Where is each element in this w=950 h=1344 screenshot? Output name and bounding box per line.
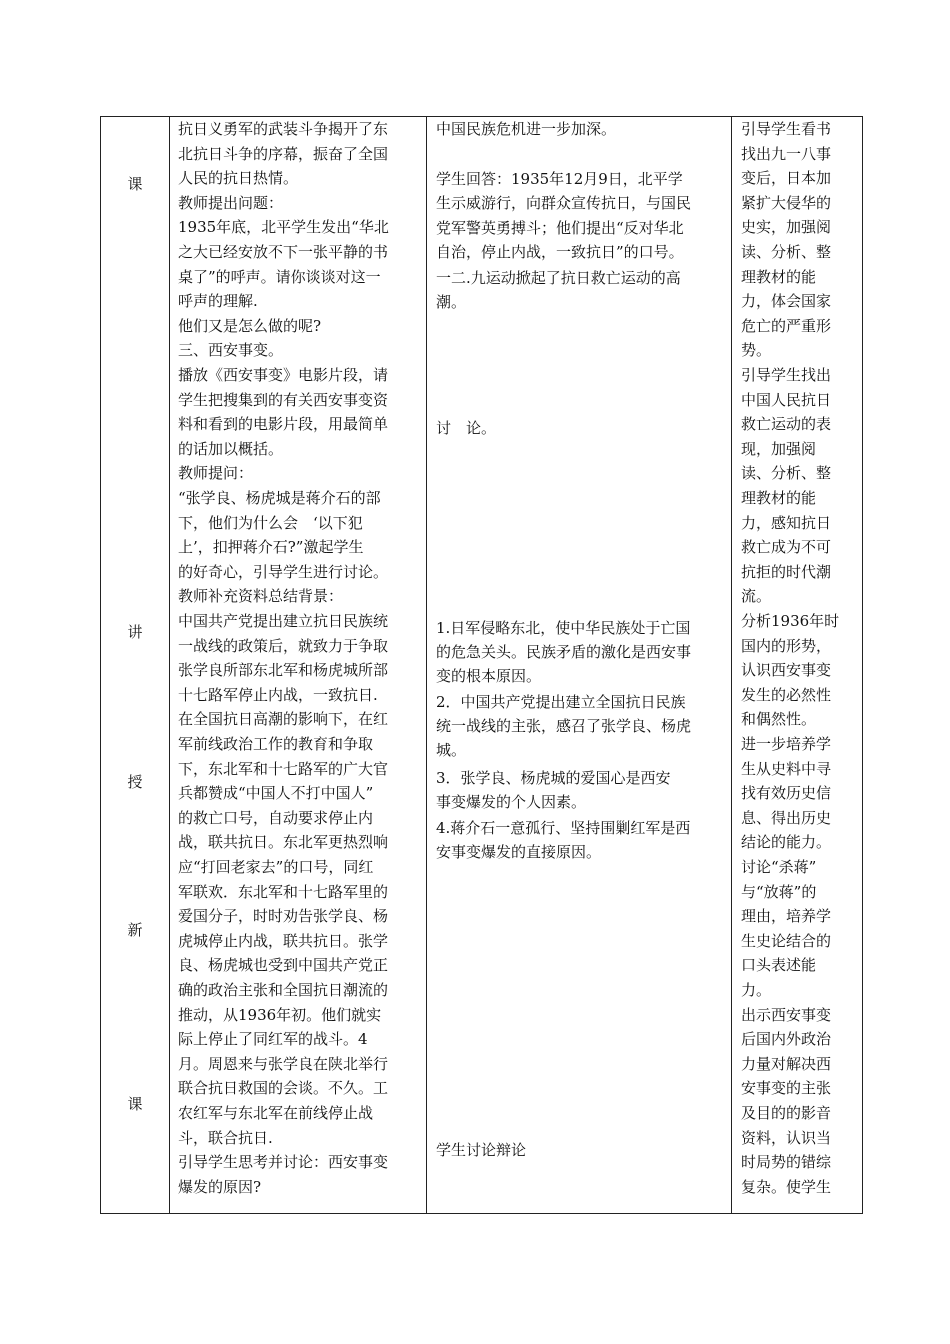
intent-text-line: 及目的的影音 <box>741 1104 832 1122</box>
intent-text-line: 变后，日本加 <box>741 169 832 188</box>
student-text-line: 学生讨论辩论 <box>436 1141 527 1159</box>
student-text-line: 4.蒋介石一意孤行、坚持围剿红军是西 <box>436 819 691 837</box>
teacher-activity-column <box>170 117 427 1214</box>
teacher-text-line: 应“打回老家去”的口号，同红 <box>178 858 374 876</box>
intent-text-line: 和偶然性。 <box>741 710 817 729</box>
stage-label: 新 <box>127 921 143 939</box>
intent-text-line: 现，加强阅 <box>741 439 817 458</box>
student-text-line: 的危急关头。民族矛盾的激化是西安事 <box>436 643 692 661</box>
teacher-text-line: 1935年底，北平学生发出“华北 <box>178 218 389 237</box>
student-text-line: 学生回答：1935年12月9日，北平学 <box>436 170 683 188</box>
teacher-text-line: 桌了”的呼声。请你谈谈对这一 <box>178 267 381 286</box>
intent-text-line: 复杂。使学生 <box>741 1177 832 1196</box>
teacher-text-line: 之大已经安放不下一张平静的书 <box>178 243 389 261</box>
teacher-text-line: 呼声的理解. <box>178 292 258 311</box>
student-text-line: 3．张学良、杨虎城的爱国心是西安 <box>436 769 671 787</box>
student-activity-column <box>427 117 732 1214</box>
student-text-line: 事变爆发的个人因素。 <box>436 793 587 811</box>
teacher-text-line: 播放《西安事变》电影片段，请 <box>178 366 389 384</box>
intent-text-line: 讨论“杀蒋” <box>741 858 817 876</box>
intent-text-line: 引导学生看书 <box>741 120 832 138</box>
table-row <box>101 117 863 1214</box>
teacher-text-line: 教师提问： <box>178 464 254 483</box>
teacher-text-line: 在全国抗日高潮的影响下，在红 <box>178 710 389 729</box>
intent-text-line: 国内的形势， <box>741 636 832 655</box>
intent-text-line: 找有效历史信 <box>741 784 832 803</box>
intent-text-line: 认识西安事变 <box>741 661 832 680</box>
student-text-line: 自治，停止内战，一致抗日”的口号。 <box>436 243 684 261</box>
student-text-line: 讨 论。 <box>436 419 497 437</box>
intent-text-line: 结论的能力。 <box>741 833 832 852</box>
intent-text-line: 口头表述能 <box>741 956 817 975</box>
teacher-text-line: 引导学生思考并讨论：西安事变 <box>178 1153 389 1172</box>
teacher-text-line: 联合抗日救国的会谈。不久。工 <box>178 1079 389 1098</box>
student-text-line: 统一战线的主张，感召了张学良、杨虎 <box>436 717 692 735</box>
intent-text-line: 读、分析、整 <box>741 464 832 483</box>
student-text-line: 城。 <box>436 741 467 759</box>
intent-text-line: 后国内外政治 <box>741 1030 832 1049</box>
intent-text-line: 力量对解决西 <box>741 1054 832 1073</box>
teacher-text-line: 学生把搜集到的有关西安事变资 <box>178 390 389 409</box>
intent-text-line: 史实，加强阅 <box>741 218 832 237</box>
teacher-text-line: 爆发的原因? <box>178 1177 262 1196</box>
intent-text-line: 读、分析、整 <box>741 243 832 261</box>
teacher-text-line: 他们又是怎么做的呢? <box>178 316 322 335</box>
teacher-text-line: 北抗日斗争的序幕，振奋了全国 <box>178 144 389 163</box>
intent-text-line: 救亡运动的表 <box>741 415 832 434</box>
student-text-line: 变的根本原因。 <box>436 667 542 685</box>
teacher-text-line: 的好奇心，引导学生进行讨论。 <box>178 562 389 581</box>
stage-label: 课 <box>127 1095 143 1113</box>
student-text-line: 潮。 <box>436 293 467 311</box>
teacher-text-line: 张学良所部东北军和杨虎城所部 <box>178 661 389 680</box>
stage-label: 授 <box>127 773 143 791</box>
teacher-text-line: 下，东北军和十七路军的广大官 <box>178 759 389 778</box>
intent-text-line: 力，感知抗日 <box>741 513 832 532</box>
intent-text-line: 中国人民抗日 <box>741 390 832 409</box>
teacher-text-line: 斗，联合抗日. <box>178 1128 273 1147</box>
intent-text-line: 势。 <box>741 341 772 360</box>
teacher-text-line: 良、杨虎城也受到中国共产党正 <box>178 956 389 975</box>
teacher-text-line: 一战线的政策后，就致力于争取 <box>178 636 389 655</box>
intent-text-line: 出示西安事变 <box>741 1005 832 1024</box>
teacher-text-line: 的话加以概括。 <box>178 439 284 458</box>
teacher-text-line: 际上停止了同红军的战斗。4 <box>178 1030 368 1049</box>
student-text-line: 1.日军侵略东北，使中华民族处于亡国 <box>436 619 691 637</box>
intent-text-line: 生史论结合的 <box>741 931 832 950</box>
teacher-text-line: 人民的抗日热情。 <box>178 169 299 188</box>
lesson-plan-table <box>100 116 863 1214</box>
teacher-text-line: 教师提出问题： <box>178 193 284 212</box>
intent-text-line: 理教材的能 <box>741 267 817 286</box>
intent-text-line: 力，体会国家 <box>741 292 832 311</box>
teacher-text-line: 十七路军停止内战，一致抗日. <box>178 685 378 704</box>
student-text-line: 党军警英勇搏斗；他们提出“反对华北 <box>436 219 684 237</box>
intent-text-line: 发生的必然性 <box>741 685 832 704</box>
intent-text-line: 生从史料中寻 <box>741 759 832 778</box>
teacher-text-line: 的救亡口号，自动要求停止内 <box>178 808 374 827</box>
teacher-text-line: 战，联共抗日。东北军更热烈响 <box>178 833 389 852</box>
stage-column <box>101 117 170 1214</box>
intent-text-line: 理教材的能 <box>741 489 817 507</box>
intent-text-line: 息、得出历史 <box>741 808 832 827</box>
teacher-text-line: 月。周恩来与张学良在陕北举行 <box>178 1054 389 1073</box>
student-text-line: 一二.九运动掀起了抗日救亡运动的高 <box>436 269 681 287</box>
intent-text-line: 资料，认识当 <box>741 1128 832 1147</box>
teacher-text-line: “张学良、杨虎城是蒋介石的部 <box>178 489 381 507</box>
intent-text-line: 找出九一八事 <box>741 144 832 163</box>
teacher-text-line: 抗日义勇军的武装斗争揭开了东 <box>178 120 389 138</box>
teacher-text-line: 料和看到的电影片段，用最简单 <box>178 415 389 434</box>
teacher-text-line: 上’，扣押蒋介石?”激起学生 <box>178 538 364 557</box>
student-text-line: 中国民族危机进一步加深。 <box>436 120 617 138</box>
teacher-text-line: 确的政治主张和全国抗日潮流的 <box>178 981 389 999</box>
intent-text-line: 抗拒的时代潮 <box>741 562 832 581</box>
intent-text-line: 与“放蒋”的 <box>741 882 817 901</box>
intent-text-line: 危亡的严重形 <box>741 316 832 335</box>
teacher-text-line: 农红军与东北军在前线停止战 <box>178 1104 374 1122</box>
teacher-text-line: 军联欢．东北军和十七路军里的 <box>178 882 389 901</box>
intent-text-line: 引导学生找出 <box>741 366 832 384</box>
design-intent-column <box>732 117 863 1214</box>
student-text-line: 安事变爆发的直接原因。 <box>436 843 602 861</box>
teacher-text-line: 中国共产党提出建立抗日民族统 <box>178 612 389 630</box>
stage-label: 讲 <box>127 623 143 641</box>
teacher-text-line: 下，他们为什么会 ‘以下犯 <box>178 513 363 532</box>
intent-text-line: 紧扩大侵华的 <box>741 193 832 212</box>
teacher-text-line: 推动，从1936年初。他们就实 <box>178 1005 382 1024</box>
intent-text-line: 救亡成为不可 <box>741 538 832 557</box>
teacher-text-line: 兵都赞成“中国人不打中国人” <box>178 784 374 803</box>
teacher-text-line: 军前线政治工作的教育和争取 <box>178 735 374 753</box>
student-text-line: 2．中国共产党提出建立全国抗日民族 <box>436 693 686 711</box>
teacher-text-line: 教师补充资料总结背景： <box>178 587 344 606</box>
student-text-line: 生示威游行，向群众宣传抗日，与国民 <box>436 194 692 212</box>
teacher-text-line: 三、西安事变。 <box>178 341 284 360</box>
teacher-text-line: 爱国分子，时时劝告张学良、杨 <box>178 907 389 926</box>
intent-text-line: 时局势的错综 <box>741 1153 832 1172</box>
intent-text-line: 理由，培养学 <box>741 907 832 926</box>
intent-text-line: 流。 <box>741 587 772 606</box>
stage-label: 课 <box>127 175 143 193</box>
teacher-text-line: 虎城停止内战，联共抗日。张学 <box>178 931 389 950</box>
intent-text-line: 进一步培养学 <box>741 735 832 753</box>
intent-text-line: 力。 <box>741 981 772 999</box>
intent-text-line: 安事变的主张 <box>741 1079 832 1098</box>
intent-text-line: 分析1936年时 <box>741 612 840 630</box>
